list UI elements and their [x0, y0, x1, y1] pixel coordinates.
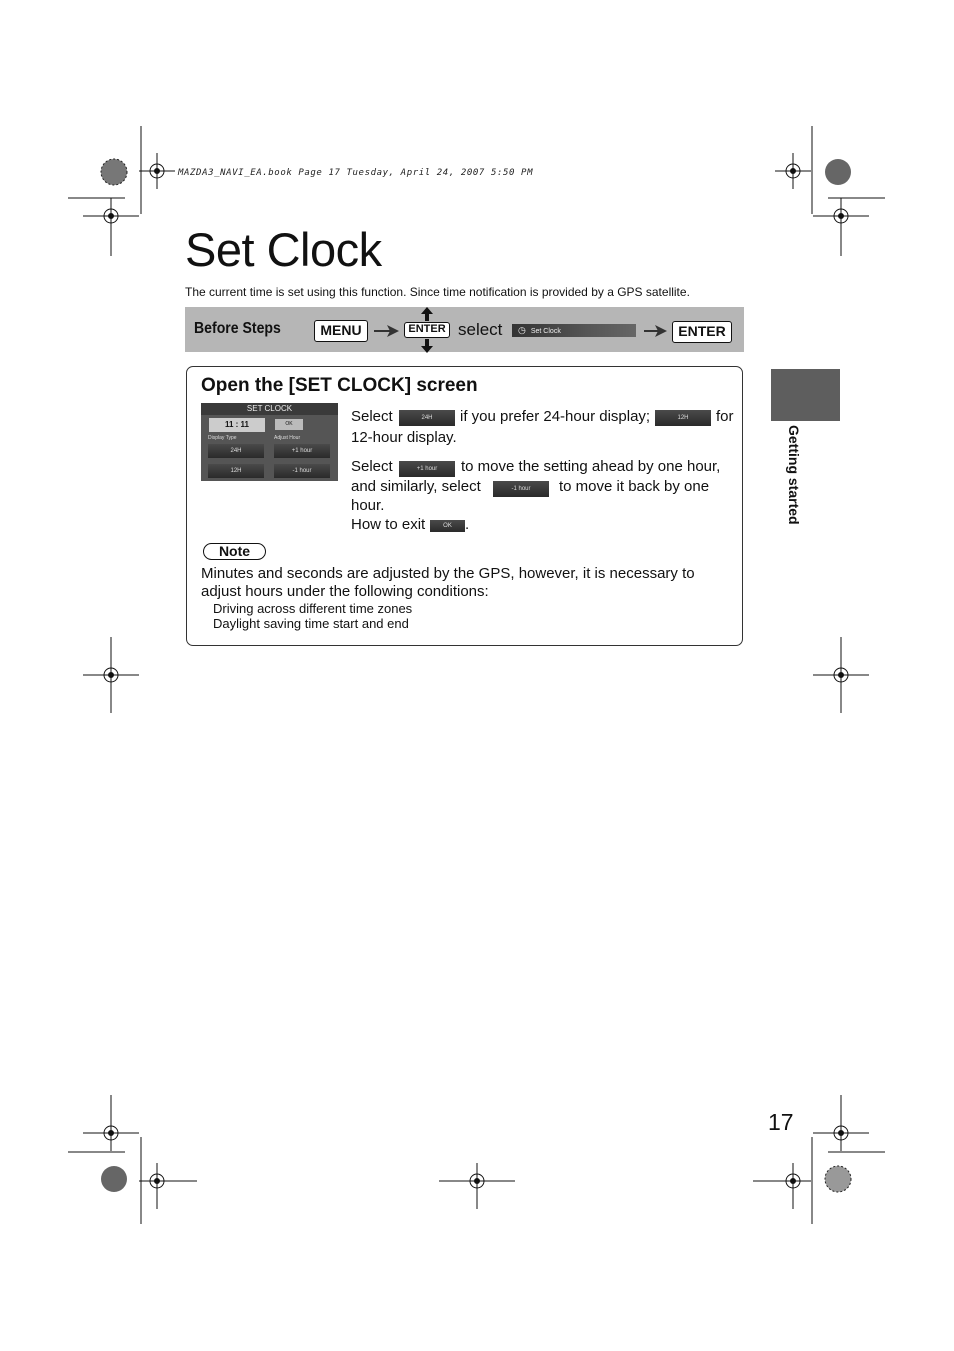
condition-item: Driving across different time zones [213, 601, 413, 616]
p2-line2a: and similarly, select [351, 478, 481, 495]
p2-select: Select [351, 458, 393, 475]
p1-middle: if you prefer 24-hour display; [460, 408, 651, 425]
thumb-minus-hour: -1 hour [274, 464, 330, 478]
enter-key-small: ENTER [404, 322, 450, 338]
thumb-24h: 24H [208, 444, 264, 458]
btn-minus-hour-inline: -1 hour [493, 481, 549, 497]
p1-for: for [716, 408, 734, 425]
p3-text: How to exit [351, 516, 426, 533]
thumb-display-type-label: Display Type [208, 435, 237, 441]
thumb-title: SET CLOCK [201, 403, 338, 415]
btn-ok-inline: OK [430, 520, 465, 532]
p2-line3: hour. [351, 497, 385, 514]
p3-period: . [465, 516, 470, 533]
condition-item: Daylight saving time start and end [213, 616, 409, 631]
thumb-ok: OK [275, 419, 303, 430]
thumb-adjust-hour-label: Adjust Hour [274, 435, 301, 441]
p2-rest: to move the setting ahead by one hour, [461, 458, 721, 475]
thumb-12h: 12H [208, 464, 264, 478]
before-steps-label: Before Steps [194, 320, 281, 337]
side-tab-label: Getting started [786, 425, 802, 525]
set-clock-button-label: Set Clock [530, 328, 561, 335]
intro-text: The current time is set using this function. Since time notification is provided by a GPS satellite. [185, 285, 690, 299]
clock-icon: ◷ [518, 325, 526, 335]
menu-key: MENU [314, 320, 368, 342]
print-header: MAZDA3_NAVI_EA.book Page 17 Tuesday, April 24, 2007 5:50 PM [178, 168, 534, 178]
thumb-plus-hour: +1 hour [274, 444, 330, 458]
page-title: Set Clock [185, 223, 382, 276]
note-line2: adjust hours under the following conditions: [201, 583, 489, 600]
btn-plus-hour-inline: +1 hour [399, 461, 455, 477]
p1-select: Select [351, 408, 393, 425]
btn-12h-inline: 12H [655, 410, 711, 426]
btn-24h-inline: 24H [399, 410, 455, 426]
thumb-time: 11 : 11 [209, 418, 265, 432]
section-title: Open the [SET CLOCK] screen [201, 375, 478, 396]
enter-key: ENTER [672, 321, 732, 343]
select-word: select [458, 320, 503, 339]
note-badge: Note [203, 543, 266, 560]
p2-line2b: to move it back by one [559, 478, 710, 495]
note-line1: Minutes and seconds are adjusted by the GPS, however, it is necessary to [201, 565, 695, 582]
page-number: 17 [768, 1109, 794, 1135]
p1-line2: 12-hour display. [351, 429, 457, 446]
